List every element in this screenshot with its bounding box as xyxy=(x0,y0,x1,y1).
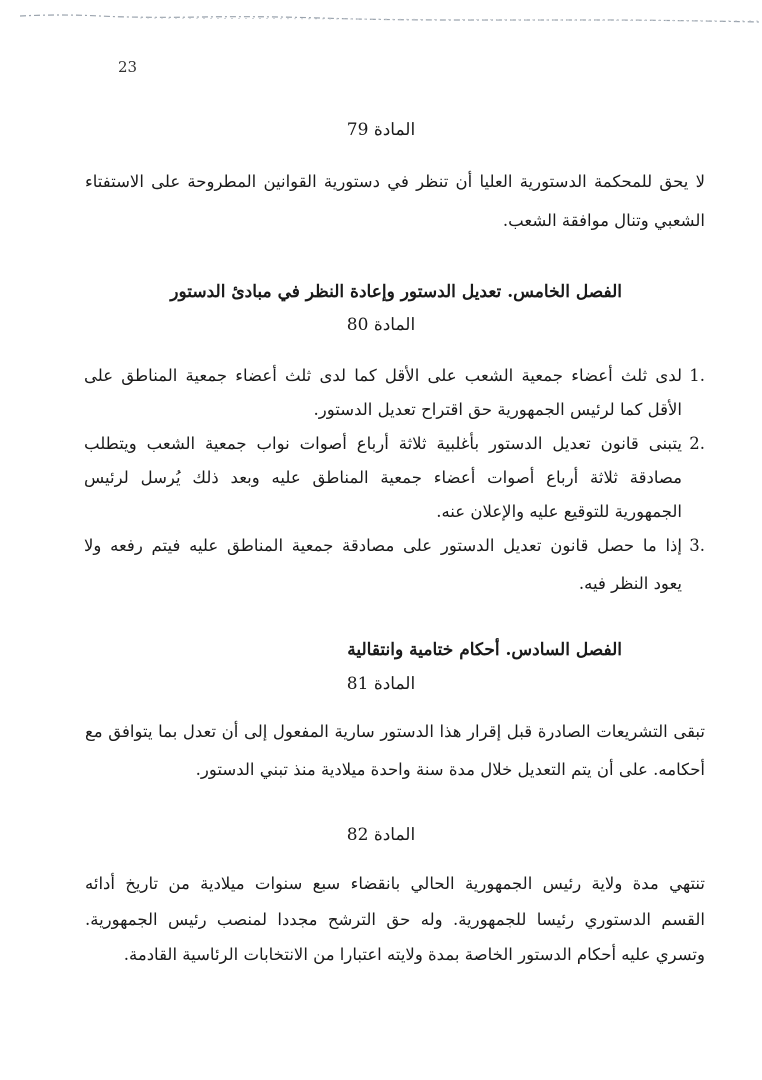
list-item-line: يتبنى قانون تعديل الدستور بأغلبية ثلاثة أرباع أصوات نواب جمعية الشعب ويتطلب xyxy=(84,434,682,453)
article-82-heading: المادة 82 xyxy=(346,825,416,845)
list-item-number: 1. xyxy=(689,366,705,385)
chapter-6-heading: الفصل السادس. أحكام ختامية وانتقالية xyxy=(347,640,622,660)
article-82-line: تنتهي مدة ولاية رئيس الجمهورية الحالي بانقضاء سبع سنوات ميلادية من تاريخ أدائه xyxy=(85,874,705,893)
article-81-heading: المادة 81 xyxy=(346,674,416,694)
page-number: 23 xyxy=(118,58,138,76)
list-item-line: يعود النظر فيه. xyxy=(578,574,682,593)
list-item-line: لدى ثلث أعضاء جمعية الشعب على الأقل كما لدى ثلث أعضاء جمعية المناطق على xyxy=(84,366,682,385)
article-79-line: الشعبي وتنال موافقة الشعب. xyxy=(502,211,705,230)
list-item-line: مصادقة ثلاثة أرباع أصوات أعضاء جمعية المناطق عليه وبعد ذلك يُرسل لرئيس xyxy=(84,468,682,487)
article-81-line: أحكامه. على أن يتم التعديل خلال مدة سنة واحدة ميلادية منذ تبني الدستور. xyxy=(195,760,705,779)
list-item-number: 2. xyxy=(689,434,705,453)
article-80-heading: المادة 80 xyxy=(346,315,416,335)
article-79-line: لا يحق للمحكمة الدستورية العليا أن تنظر في دستورية القوانين المطروحة على الاستفتاء xyxy=(85,172,705,191)
list-item-line: إذا ما حصل قانون تعديل الدستور على مصادقة جمعية المناطق عليه فيتم رفعه ولا xyxy=(84,536,682,555)
list-item-line: الأقل كما لرئيس الجمهورية حق اقتراح تعديل الدستور. xyxy=(313,400,682,419)
list-item-number: 3. xyxy=(689,536,705,555)
scan-edge-mark xyxy=(0,0,762,30)
article-81-line: تبقى التشريعات الصادرة قبل إقرار هذا الدستور سارية المفعول إلى أن تعدل بما يتوافق مع xyxy=(85,722,706,741)
article-82-line: وتسري عليه أحكام الدستور الخاصة بمدة ولايته اعتبارا من الانتخابات الرئاسية القادمة. xyxy=(123,945,705,964)
chapter-5-heading: الفصل الخامس. تعديل الدستور وإعادة النظر في مبادئ الدستور xyxy=(170,282,622,302)
article-79-heading: المادة 79 xyxy=(346,120,416,140)
article-82-line: القسم الدستوري رئيسا للجمهورية. وله حق الترشح مجددا لمنصب رئيس الجمهورية. xyxy=(85,910,705,929)
list-item-line: الجمهورية للتوقيع عليه والإعلان عنه. xyxy=(436,502,682,521)
